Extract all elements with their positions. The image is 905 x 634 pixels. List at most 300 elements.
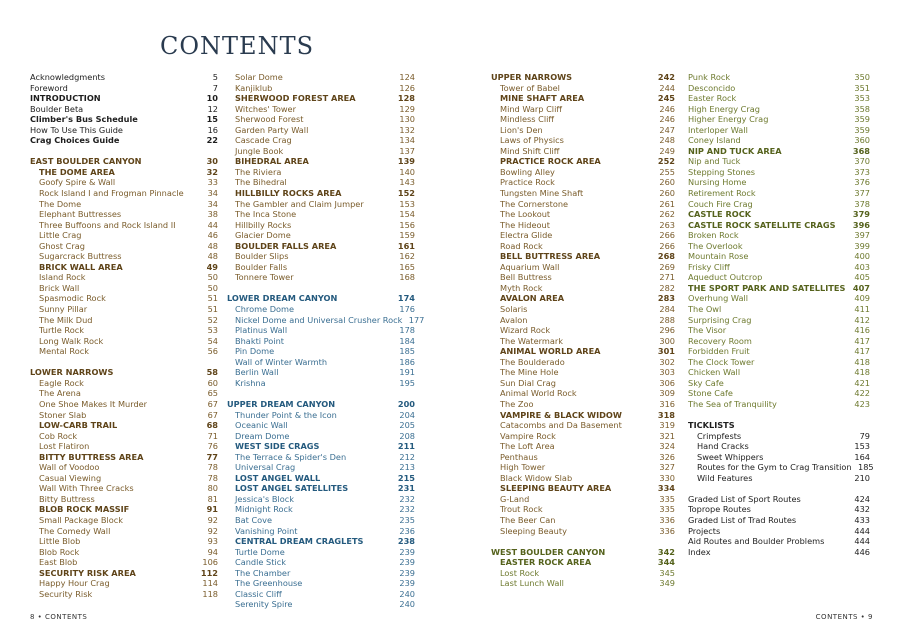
- toc-entry[interactable]: [227, 314, 425, 326]
- toc-entry[interactable]: [30, 336, 218, 347]
- toc-entry[interactable]: [227, 578, 415, 589]
- toc-entry[interactable]: [491, 315, 675, 326]
- toc-entry[interactable]: [688, 114, 870, 125]
- toc-entry[interactable]: [30, 536, 218, 547]
- toc-page-number: 48: [207, 251, 218, 262]
- toc-page-number: 284: [659, 304, 675, 315]
- toc-entry[interactable]: [227, 462, 415, 473]
- toc-entry[interactable]: [688, 241, 870, 252]
- toc-entry[interactable]: [491, 220, 675, 231]
- toc-entry[interactable]: [688, 104, 870, 115]
- toc-entry-title: The Dome: [39, 198, 82, 209]
- toc-section-heading[interactable]: [227, 93, 415, 104]
- toc-entry[interactable]: [688, 230, 870, 241]
- toc-page-number: 268: [657, 251, 675, 262]
- toc-section-heading[interactable]: [227, 293, 415, 304]
- toc-entry[interactable]: [491, 325, 675, 336]
- toc-entry[interactable]: [688, 262, 870, 273]
- toc-entry[interactable]: [227, 135, 415, 146]
- toc-entry[interactable]: [491, 515, 675, 526]
- toc-entry[interactable]: [688, 431, 870, 442]
- toc-entry[interactable]: [688, 156, 870, 167]
- toc-entry[interactable]: [30, 304, 218, 315]
- toc-section-heading[interactable]: [30, 420, 218, 431]
- toc-entry[interactable]: [491, 388, 675, 399]
- toc-entry-title: CASTLE ROCK: [688, 209, 752, 220]
- toc-entry[interactable]: [491, 241, 675, 252]
- toc-entry[interactable]: [30, 578, 218, 589]
- toc-page-number: 132: [399, 124, 415, 135]
- toc-entry[interactable]: [491, 199, 675, 210]
- toc-entry-title: Sherwood Forest: [235, 114, 304, 125]
- toc-entry[interactable]: [688, 388, 870, 399]
- toc-entry[interactable]: [491, 431, 675, 442]
- toc-entry[interactable]: [688, 346, 870, 357]
- toc-entry-title: Retirement Rock: [688, 188, 756, 199]
- toc-entry-title: The Chamber: [235, 567, 291, 578]
- toc-entry[interactable]: [491, 188, 675, 199]
- toc-entry-title: The Milk Dud: [39, 314, 93, 325]
- toc-entry[interactable]: [30, 494, 218, 505]
- toc-section-heading[interactable]: [688, 209, 870, 220]
- toc-section-heading[interactable]: [491, 251, 675, 262]
- toc-entry-title: Mind Shift Cliff: [500, 145, 560, 156]
- toc-entry[interactable]: [30, 483, 218, 494]
- toc-section-heading[interactable]: [227, 441, 415, 452]
- toc-entry-title: Jungle Book: [235, 145, 284, 156]
- toc-entry-title: SHERWOOD FOREST AREA: [235, 93, 356, 104]
- toc-entry[interactable]: [688, 357, 870, 368]
- toc-entry[interactable]: [491, 578, 675, 589]
- toc-section-heading[interactable]: [30, 135, 218, 146]
- toc-section-heading[interactable]: [688, 146, 870, 157]
- toc-page-number: 330: [659, 472, 675, 483]
- toc-entry[interactable]: [227, 589, 415, 600]
- toc-entry[interactable]: [688, 336, 870, 347]
- toc-section-heading[interactable]: [30, 568, 218, 579]
- toc-entry[interactable]: [227, 557, 415, 568]
- toc-section-heading[interactable]: [688, 220, 870, 231]
- toc-entry[interactable]: [227, 504, 415, 515]
- toc-entry[interactable]: [30, 199, 218, 210]
- toc-entry[interactable]: [30, 220, 218, 231]
- toc-entry-title: Small Package Block: [39, 514, 124, 525]
- toc-entry-title: Goofy Spire & Wall: [39, 177, 116, 188]
- toc-entry[interactable]: [227, 272, 415, 283]
- toc-entry[interactable]: [688, 135, 870, 146]
- toc-entry-title: Bell Buttress: [500, 272, 552, 283]
- toc-entry[interactable]: [227, 346, 415, 357]
- toc-entry[interactable]: [30, 293, 218, 304]
- toc-entry-title: The Overlook: [688, 240, 743, 251]
- toc-entry-title: BIHEDRAL AREA: [235, 156, 309, 167]
- toc-entry[interactable]: [491, 114, 675, 125]
- toc-page-number: 68: [206, 420, 218, 431]
- toc-entry[interactable]: [227, 452, 415, 463]
- toc-entry-title: The Lookout: [500, 209, 551, 220]
- toc-entry[interactable]: [227, 220, 415, 231]
- toc-entry[interactable]: [688, 536, 870, 547]
- toc-entry[interactable]: [227, 367, 415, 378]
- toc-entry[interactable]: [30, 230, 218, 241]
- toc-entry[interactable]: [30, 272, 218, 283]
- toc-entry-title: AVALON AREA: [500, 293, 565, 304]
- toc-entry[interactable]: [227, 304, 415, 315]
- toc-entry-title: Security Risk: [39, 588, 93, 599]
- toc-entry[interactable]: [491, 336, 675, 347]
- toc-page-number: 370: [854, 156, 870, 167]
- toc-entry[interactable]: [227, 494, 415, 505]
- toc-entry[interactable]: [227, 515, 415, 526]
- toc-entry-title: Road Rock: [500, 240, 543, 251]
- toc-page-number: 51: [207, 293, 218, 304]
- toc-entry[interactable]: [30, 251, 218, 262]
- toc-page-number: 184: [399, 335, 415, 346]
- toc-entry-title: LOST ANGEL WALL: [235, 472, 321, 483]
- toc-page-number: 30: [206, 156, 218, 167]
- toc-entry[interactable]: [227, 177, 415, 188]
- toc-entry[interactable]: [30, 388, 218, 399]
- toc-entry[interactable]: [227, 325, 415, 336]
- toc-section-heading[interactable]: [30, 262, 218, 273]
- toc-page-number: 349: [659, 578, 675, 589]
- toc-entry[interactable]: [30, 188, 218, 199]
- toc-entry[interactable]: [688, 304, 870, 315]
- toc-entry-title: The Bihedral: [235, 177, 287, 188]
- toc-entry-title: Turtle Rock: [39, 325, 85, 336]
- toc-section-heading[interactable]: [30, 156, 218, 167]
- toc-entry-title: Aqueduct Outcrop: [688, 272, 763, 283]
- toc-entry-title: Glacier Dome: [235, 230, 291, 241]
- toc-entry[interactable]: [688, 188, 870, 199]
- toc-section-heading[interactable]: [227, 188, 415, 199]
- toc-entry-title: High Tower: [500, 462, 546, 473]
- toc-entry[interactable]: [688, 378, 870, 389]
- toc-entry[interactable]: [30, 589, 218, 600]
- toc-page-number: 106: [202, 557, 218, 568]
- toc-section-heading[interactable]: [491, 72, 675, 83]
- toc-entry[interactable]: [30, 557, 218, 568]
- toc-entry[interactable]: [227, 209, 415, 220]
- toc-entry[interactable]: [491, 146, 675, 157]
- toc-entry[interactable]: [688, 177, 870, 188]
- toc-section-heading[interactable]: [30, 367, 218, 378]
- toc-page-number: 239: [399, 578, 415, 589]
- toc-page-number: 283: [657, 293, 675, 304]
- toc-entry[interactable]: [30, 410, 218, 421]
- toc-page-number: 409: [854, 293, 870, 304]
- toc-entry[interactable]: [227, 125, 415, 136]
- toc-entry-title: Bat Cove: [235, 514, 273, 525]
- toc-entry[interactable]: [688, 526, 870, 537]
- toc-page-number: 318: [657, 409, 675, 420]
- toc-entry-title: Mindless Cliff: [500, 114, 555, 125]
- toc-entry[interactable]: [30, 399, 218, 410]
- toc-entry[interactable]: [688, 272, 870, 283]
- toc-entry[interactable]: [688, 315, 870, 326]
- toc-section-heading[interactable]: [30, 504, 218, 515]
- toc-entry-title: Pin Dome: [235, 346, 275, 357]
- toc-page-number: 446: [854, 546, 870, 557]
- toc-page-number: 130: [399, 114, 415, 125]
- toc-entry-title: NIP AND TUCK AREA: [688, 145, 782, 156]
- toc-section-heading[interactable]: [491, 156, 675, 167]
- toc-page-number: 296: [659, 325, 675, 336]
- toc-entry-title: Wall of Winter Warmth: [235, 356, 328, 367]
- toc-entry[interactable]: [491, 304, 675, 315]
- toc-entry[interactable]: [491, 135, 675, 146]
- toc-entry[interactable]: [30, 283, 218, 294]
- toc-entry[interactable]: [491, 283, 675, 294]
- toc-entry[interactable]: [491, 367, 675, 378]
- toc-entry[interactable]: [491, 399, 675, 410]
- toc-entry[interactable]: [227, 167, 415, 178]
- toc-page-number: 10: [206, 93, 218, 104]
- toc-entry[interactable]: [491, 494, 675, 505]
- toc-entry-title: Eagle Rock: [39, 377, 84, 388]
- toc-entry[interactable]: [30, 125, 218, 136]
- toc-entry[interactable]: [491, 177, 675, 188]
- toc-entry[interactable]: [491, 262, 675, 273]
- toc-section-heading[interactable]: [227, 399, 415, 410]
- toc-entry[interactable]: [491, 568, 675, 579]
- toc-section-heading[interactable]: [491, 547, 675, 558]
- toc-page-number: 213: [399, 462, 415, 473]
- toc-entry-title: WEST BOULDER CANYON: [491, 546, 606, 557]
- toc-section-heading[interactable]: [688, 420, 870, 431]
- toc-section-heading[interactable]: [491, 557, 675, 568]
- toc-entry-title: Coney Island: [688, 135, 741, 146]
- toc-section-heading[interactable]: [491, 346, 675, 357]
- toc-entry[interactable]: [491, 104, 675, 115]
- toc-entry[interactable]: [30, 72, 218, 83]
- toc-section-heading[interactable]: [491, 293, 675, 304]
- toc-entry-title: The Clock Tower: [688, 356, 755, 367]
- toc-entry-title: The Riviera: [235, 166, 282, 177]
- toc-entry-title: Bowling Alley: [500, 166, 555, 177]
- toc-entry-title: TICKLISTS: [688, 420, 735, 431]
- toc-page-number: 60: [207, 377, 218, 388]
- toc-entry[interactable]: [30, 83, 218, 94]
- toc-entry-title: Graded List of Trad Routes: [688, 514, 797, 525]
- toc-entry[interactable]: [491, 167, 675, 178]
- toc-entry-title: Animal World Rock: [500, 388, 577, 399]
- toc-entry[interactable]: [491, 462, 675, 473]
- toc-page-number: 405: [854, 272, 870, 283]
- toc-entry[interactable]: [30, 462, 218, 473]
- toc-entry[interactable]: [30, 177, 218, 188]
- toc-entry[interactable]: [688, 125, 870, 136]
- toc-entry[interactable]: [227, 72, 415, 83]
- toc-entry-title: Avalon: [500, 314, 528, 325]
- toc-entry-title: Dream Dome: [235, 430, 290, 441]
- toc-entry[interactable]: [227, 410, 415, 421]
- toc-entry[interactable]: [227, 547, 415, 558]
- toc-entry-title: The Terrace & Spider's Den: [235, 451, 347, 462]
- toc-entry[interactable]: [491, 441, 675, 452]
- toc-entry[interactable]: [491, 452, 675, 463]
- toc-section-heading[interactable]: [227, 156, 415, 167]
- toc-entry-title: Toprope Routes: [688, 504, 751, 515]
- toc-entry-title: Nickel Dome and Universal Crusher Rock: [235, 314, 403, 325]
- toc-entry[interactable]: [491, 230, 675, 241]
- toc-entry-title: Climber's Bus Schedule: [30, 114, 138, 125]
- toc-entry-title: Hand Cracks: [697, 441, 749, 452]
- toc-section-heading[interactable]: [688, 283, 870, 294]
- toc-entry-title: Electra Glide: [500, 230, 553, 241]
- toc-page-number: 215: [397, 472, 415, 483]
- toc-entry[interactable]: [227, 431, 415, 442]
- toc-section-heading[interactable]: [30, 114, 218, 125]
- toc-entry-title: UPPER DREAM CANYON: [227, 398, 336, 409]
- toc-page-number: 126: [399, 82, 415, 93]
- toc-entry[interactable]: [227, 568, 415, 579]
- toc-entry-title: Mountain Rose: [688, 251, 749, 262]
- toc-entry[interactable]: [688, 199, 870, 210]
- toc-entry-title: Couch Fire Crag: [688, 198, 753, 209]
- toc-entry-title: INTRODUCTION: [30, 93, 101, 104]
- toc-entry[interactable]: [688, 504, 870, 515]
- toc-page-number: 78: [207, 462, 218, 473]
- toc-entry[interactable]: [227, 114, 415, 125]
- toc-page-number: 309: [659, 388, 675, 399]
- toc-entry[interactable]: [491, 209, 675, 220]
- toc-page-number: 263: [659, 219, 675, 230]
- toc-entry[interactable]: [491, 378, 675, 389]
- toc-entry[interactable]: [491, 272, 675, 283]
- toc-section-heading[interactable]: [227, 473, 415, 484]
- toc-section-heading[interactable]: [30, 93, 218, 104]
- toc-entry[interactable]: [688, 399, 870, 410]
- toc-entry-title: Happy Hour Crag: [39, 578, 110, 589]
- toc-entry[interactable]: [30, 515, 218, 526]
- toc-section-heading[interactable]: [491, 483, 675, 494]
- toc-entry[interactable]: [227, 357, 415, 368]
- toc-entry[interactable]: [688, 325, 870, 336]
- toc-section-heading[interactable]: [227, 241, 415, 252]
- toc-entry-title: The Visor: [688, 325, 727, 336]
- toc-entry[interactable]: [227, 104, 415, 115]
- toc-entry[interactable]: [227, 526, 415, 537]
- toc-entry[interactable]: [30, 526, 218, 537]
- toc-entry[interactable]: [30, 315, 218, 326]
- toc-page-number: 421: [854, 377, 870, 388]
- toc-entry[interactable]: [30, 325, 218, 336]
- toc-page-number: 124: [399, 72, 415, 82]
- toc-entry[interactable]: [30, 441, 218, 452]
- toc-entry[interactable]: [688, 167, 870, 178]
- toc-entry-title: Wall With Three Cracks: [39, 483, 134, 494]
- toc-entry[interactable]: [688, 441, 870, 452]
- toc-entry[interactable]: [227, 199, 415, 210]
- toc-entry-title: Forbidden Fruit: [688, 346, 750, 357]
- toc-page-number: 34: [207, 198, 218, 209]
- toc-entry-title: Wizard Rock: [500, 325, 551, 336]
- toc-entry[interactable]: [30, 431, 218, 442]
- toc-entry-title: Aid Routes and Boulder Problems: [688, 536, 825, 547]
- toc-entry[interactable]: [30, 346, 218, 357]
- toc-page-number: 208: [399, 430, 415, 441]
- toc-page-number: 350: [854, 72, 870, 82]
- toc-page-number: 71: [207, 430, 218, 441]
- toc-entry-title: G-Land: [500, 493, 530, 504]
- toc-entry[interactable]: [688, 367, 870, 378]
- toc-entry[interactable]: [688, 515, 870, 526]
- toc-entry[interactable]: [227, 146, 415, 157]
- toc-entry[interactable]: [30, 104, 218, 115]
- toc-section-heading[interactable]: [227, 483, 415, 494]
- toc-entry[interactable]: [491, 125, 675, 136]
- toc-entry[interactable]: [688, 547, 870, 558]
- toc-entry-title: Tungsten Mine Shaft: [500, 188, 584, 199]
- toc-entry[interactable]: [227, 262, 415, 273]
- toc-entry[interactable]: [227, 599, 415, 610]
- toc-entry[interactable]: [30, 473, 218, 484]
- toc-entry[interactable]: [688, 494, 870, 505]
- toc-section-heading[interactable]: [30, 452, 218, 463]
- toc-page-number: 12: [207, 103, 218, 114]
- toc-entry-title: The Greenhouse: [235, 578, 303, 589]
- toc-entry[interactable]: [688, 293, 870, 304]
- toc-page-number: 33: [207, 177, 218, 188]
- toc-section-heading[interactable]: [491, 410, 675, 421]
- toc-entry[interactable]: [491, 526, 675, 537]
- toc-entry[interactable]: [491, 504, 675, 515]
- toc-entry[interactable]: [30, 547, 218, 558]
- toc-entry[interactable]: [491, 420, 675, 431]
- toc-page-number: 15: [206, 114, 218, 125]
- toc-entry-title: The Loft Area: [500, 441, 555, 452]
- toc-entry[interactable]: [227, 378, 415, 389]
- toc-entry[interactable]: [30, 241, 218, 252]
- toc-section-heading[interactable]: [30, 167, 218, 178]
- toc-entry-title: Jessica's Block: [235, 493, 295, 504]
- toc-entry[interactable]: [30, 378, 218, 389]
- toc-entry[interactable]: [227, 251, 415, 262]
- toc-page-number: 212: [399, 451, 415, 462]
- toc-entry-title: The Watermark: [500, 335, 563, 346]
- toc-entry[interactable]: [688, 473, 870, 484]
- toc-page-number: 235: [399, 514, 415, 525]
- toc-page-number: 360: [854, 135, 870, 146]
- toc-entry[interactable]: [688, 72, 870, 83]
- toc-entry[interactable]: [227, 420, 415, 431]
- toc-page-number: 91: [206, 504, 218, 515]
- toc-entry[interactable]: [491, 83, 675, 94]
- toc-entry-title: Chicken Wall: [688, 367, 741, 378]
- toc-entry[interactable]: [227, 83, 415, 94]
- toc-entry[interactable]: [227, 336, 415, 347]
- toc-entry[interactable]: [688, 251, 870, 262]
- toc-entry[interactable]: [30, 209, 218, 220]
- toc-entry-title: How To Use This Guide: [30, 124, 123, 135]
- toc-entry-title: Crag Choices Guide: [30, 135, 120, 146]
- toc-entry[interactable]: [688, 462, 874, 473]
- toc-page-number: 262: [659, 209, 675, 220]
- toc-page-number: 444: [854, 525, 870, 536]
- toc-entry-title: Cob Rock: [39, 430, 78, 441]
- toc-entry-title: The Boulderado: [500, 356, 565, 367]
- toc-section-heading[interactable]: [491, 93, 675, 104]
- toc-entry[interactable]: [491, 473, 675, 484]
- toc-entry[interactable]: [688, 83, 870, 94]
- toc-entry[interactable]: [491, 357, 675, 368]
- toc-entry[interactable]: [688, 452, 870, 463]
- toc-entry-title: Projects: [688, 525, 721, 536]
- toc-entry[interactable]: [688, 93, 870, 104]
- toc-section-heading[interactable]: [227, 536, 415, 547]
- toc-entry[interactable]: [227, 230, 415, 241]
